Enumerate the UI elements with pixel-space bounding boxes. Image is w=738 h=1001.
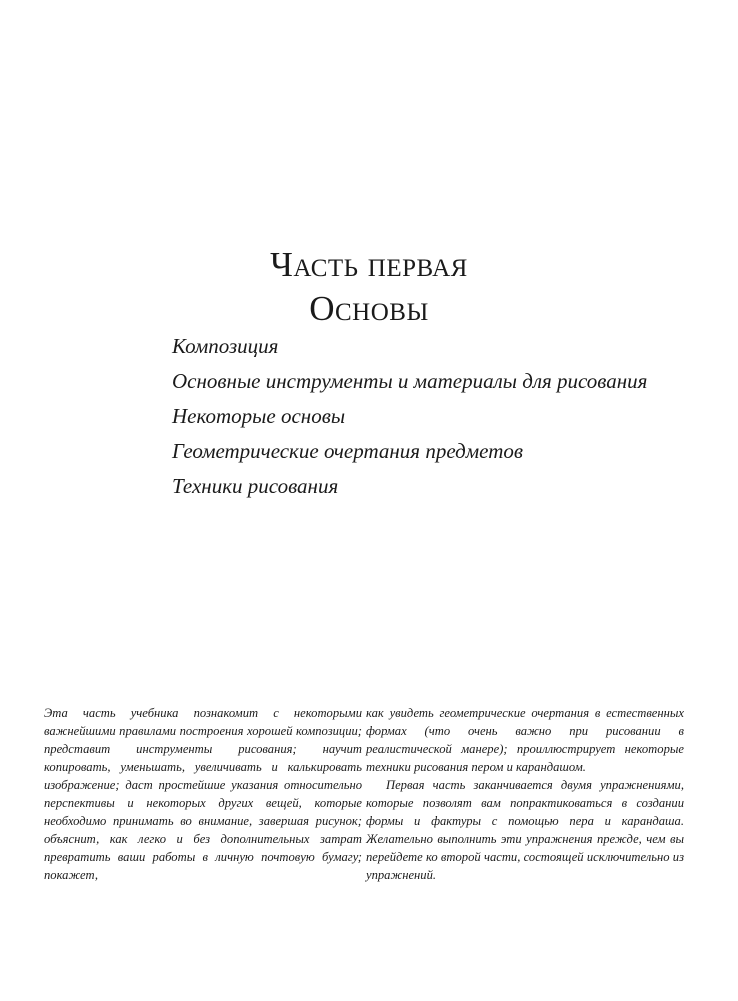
intro-column-right <box>366 704 684 884</box>
contents-item: Геометрические очертания предметов <box>172 439 523 463</box>
contents-item: Техники рисования <box>172 474 339 498</box>
contents-item: Некоторые основы <box>172 404 346 428</box>
contents-item: Композиция <box>172 334 279 358</box>
intro-paragraph: Эта часть учебника познакомит с некоторыми важнейшими правилами построения хорошей композиции; представит инструменты рисования; научит копировать, уменьшать, увеличивать и калькировать изображение; даст простейшие указания относительно перспективы и некоторых других вещей, которые необходимо принимать во внимание, завершая рисунок; объяснит, как легко и без дополнительных затрат превратить ваши работы в личную почтовую бумагу; покажет, <box>44 706 362 882</box>
intro-column-left <box>44 704 362 884</box>
intro-text <box>44 704 684 884</box>
intro-paragraph: Первая часть заканчивается двумя упражнениями, которые позволят вам попрактиковаться в создании формы и фактуры с помощью пера и карандаша. Желательно выполнить эти упражнения прежде, чем вы перейдете ко второй части, состоящей исключительно из упражнений. <box>366 778 684 882</box>
contents-item: Основные инструменты и материалы для рисования <box>172 369 648 393</box>
part-heading <box>0 243 738 331</box>
contents-list <box>172 334 652 509</box>
part-subtitle: Основы <box>309 289 429 328</box>
part-title: Часть первая <box>270 245 468 284</box>
intro-paragraph: как увидеть геометрические очертания в естественных формах (что очень важно при рисовании в реалистической манере); проиллюстрирует некоторые техники рисования пером и карандашом. <box>366 706 684 774</box>
